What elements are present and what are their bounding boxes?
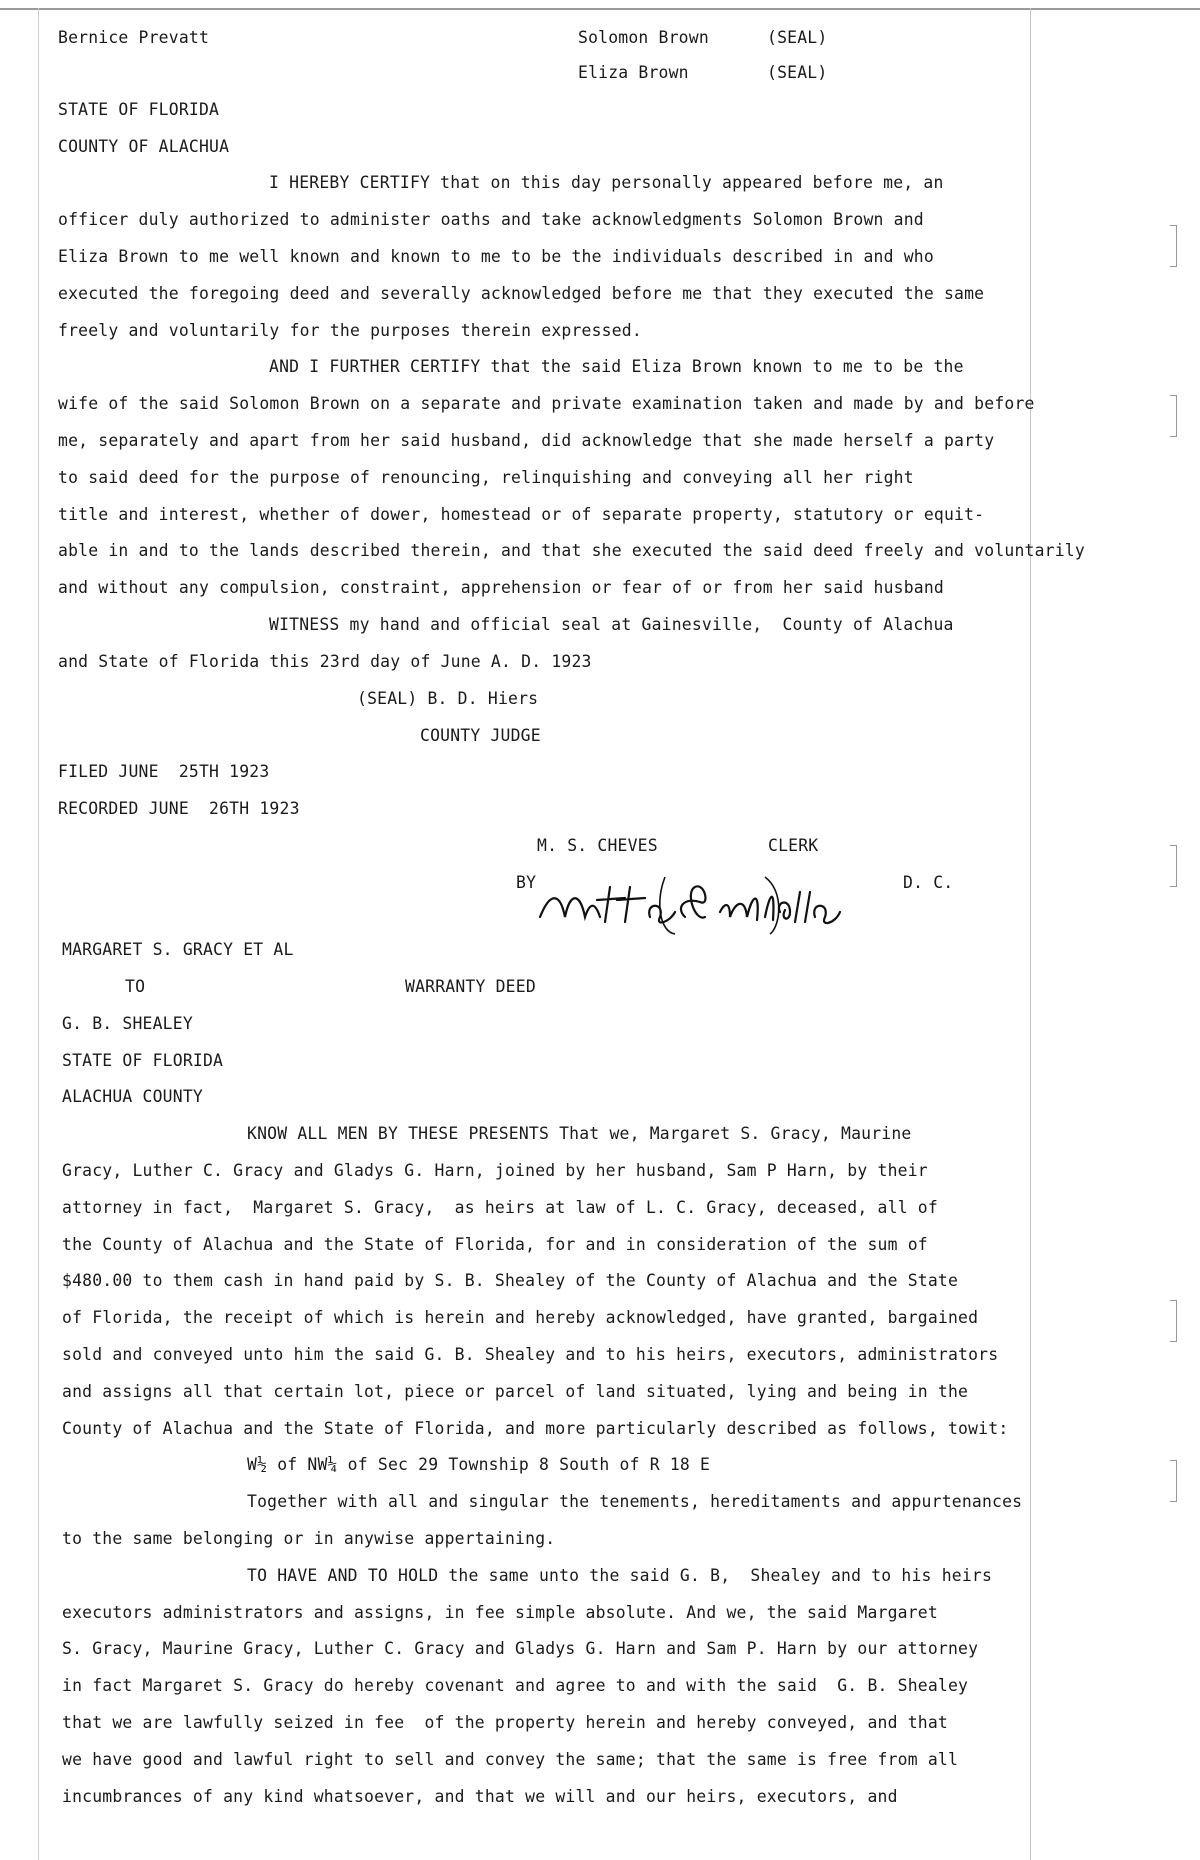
line-p3-l1: WITNESS my hand and official seal at Gainesville, County of Alachua [269,615,954,634]
line-p2-l5: title and interest, whether of dower, homestead or of separate property, statutory or equit- [58,505,985,524]
line-d1-l2: Gracy, Luther C. Gracy and Gladys G. Harn, joined by her husband, Sam P Harn, by their [62,1161,928,1180]
line-d3-l5: that we are lawfully seized in fee of the property herein and hereby conveyed, and that [62,1713,948,1732]
line-d1-l6: of Florida, the receipt of which is herein and hereby acknowledged, have granted, bargained [62,1308,979,1327]
line-d3-l3: S. Gracy, Maurine Gracy, Luther C. Gracy and Gladys G. Harn and Sam P. Harn by our attorney [62,1639,979,1658]
line-p2-l1: AND I FURTHER CERTIFY that the said Eliza Brown known to me to be the [269,357,964,376]
line-p3-l2: and State of Florida this 23rd day of June A. D. 1923 [58,652,592,671]
line-d1-l3: attorney in fact, Margaret S. Gracy, as heirs at law of L. C. Gracy, deceased, all of [62,1198,938,1217]
line-p1-l3: Eliza Brown to me well known and known to me to be the individuals described in and who [58,247,934,266]
line-county-1: COUNTY OF ALACHUA [58,137,230,156]
line-d2-l1: Together with all and singular the tenements, hereditaments and appurtenances [247,1492,1023,1511]
line-state-2: STATE OF FLORIDA [62,1051,224,1070]
line-by: BY [516,873,537,892]
line-clerk-name: M. S. CHEVES [537,836,658,855]
line-d1-l8: and assigns all that certain lot, piece or parcel of land situated, lying and being in the [62,1382,969,1401]
right-margin-rule [1030,8,1031,1860]
page-top-border [0,8,1200,10]
line-deed-title: WARRANTY DEED [405,977,536,996]
line-p2-l7: and without any compulsion, constraint, apprehension or fear of or from her said husband [58,578,944,597]
line-judge-seal: (SEAL) B. D. Hiers [357,689,539,708]
line-p2-l3: me, separately and apart from her said husband, did acknowledge that she made herself a party [58,431,995,450]
margin-mark [1170,1300,1177,1342]
line-d3-l1: TO HAVE AND TO HOLD the same unto the said G. B, Shealey and to his heirs [247,1566,993,1585]
line-p1-l2: officer duly authorized to administer oaths and take acknowledgments Solomon Brown and [58,210,924,229]
line-recorded: RECORDED JUNE 26TH 1923 [58,799,300,818]
line-party-2: G. B. SHEALEY [62,1014,193,1033]
line-d1-l4: the County of Alachua and the State of Florida, for and in consideration of the sum of [62,1235,928,1254]
line-d1-l9: County of Alachua and the State of Florida, and more particularly described as follows, towit: [62,1419,1009,1438]
line-d3-l6: we have good and lawful right to sell and convey the same; that the same is free from all [62,1750,959,1769]
line-grantee-witness: Bernice Prevatt [58,28,210,47]
line-state-1: STATE OF FLORIDA [58,100,220,119]
margin-mark [1170,395,1177,437]
clerk-signature [535,872,865,942]
line-p1-l4: executed the foregoing deed and severally acknowledged before me that they executed the same [58,284,985,303]
line-clerk-title: CLERK [768,836,819,855]
line-dc: D. C. [903,873,954,892]
line-county-2: ALACHUA COUNTY [62,1087,203,1106]
line-seal-1: (SEAL) [767,28,828,47]
line-p2-l4: to said deed for the purpose of renouncing, relinquishing and conveying all her right [58,468,914,487]
line-signer-2: Eliza Brown [578,63,689,82]
line-d1-l1: KNOW ALL MEN BY THESE PRESENTS That we, Margaret S. Gracy, Maurine [247,1124,912,1143]
line-d1-l7: sold and conveyed unto him the said G. B. Shealey and to his heirs, executors, administrators [62,1345,999,1364]
line-d1-l5: $480.00 to them cash in hand paid by S. B. Shealey of the County of Alachua and the State [62,1271,959,1290]
margin-mark [1170,1460,1177,1502]
line-filed: FILED JUNE 25TH 1923 [58,762,270,781]
line-party-1: MARGARET S. GRACY ET AL [62,940,294,959]
line-d3-l4: in fact Margaret S. Gracy do hereby covenant and agree to and with the said G. B. Shealey [62,1676,969,1695]
line-legal-desc: W½ of NW¼ of Sec 29 Township 8 South of R 18 E [247,1455,711,1474]
margin-mark [1170,845,1177,887]
line-p1-l5: freely and voluntarily for the purposes therein expressed. [58,321,642,340]
line-d2-l2: to the same belonging or in anywise appertaining. [62,1529,556,1548]
left-margin-rule [38,8,39,1860]
line-signer-1: Solomon Brown [578,28,709,47]
margin-mark [1170,225,1177,267]
line-to: TO [125,977,146,996]
line-p2-l6: able in and to the lands described therein, and that she executed the said deed freely and voluntarily [58,541,1085,560]
line-seal-2: (SEAL) [767,63,828,82]
line-judge-title: COUNTY JUDGE [420,726,541,745]
line-d3-l7: incumbrances of any kind whatsoever, and that we will and our heirs, executors, and [62,1787,898,1806]
line-d3-l2: executors administrators and assigns, in fee simple absolute. And we, the said Margaret [62,1603,938,1622]
line-p2-l2: wife of the said Solomon Brown on a separate and private examination taken and made by and before [58,394,1035,413]
line-p1-l1: I HEREBY CERTIFY that on this day personally appeared before me, an [269,173,944,192]
